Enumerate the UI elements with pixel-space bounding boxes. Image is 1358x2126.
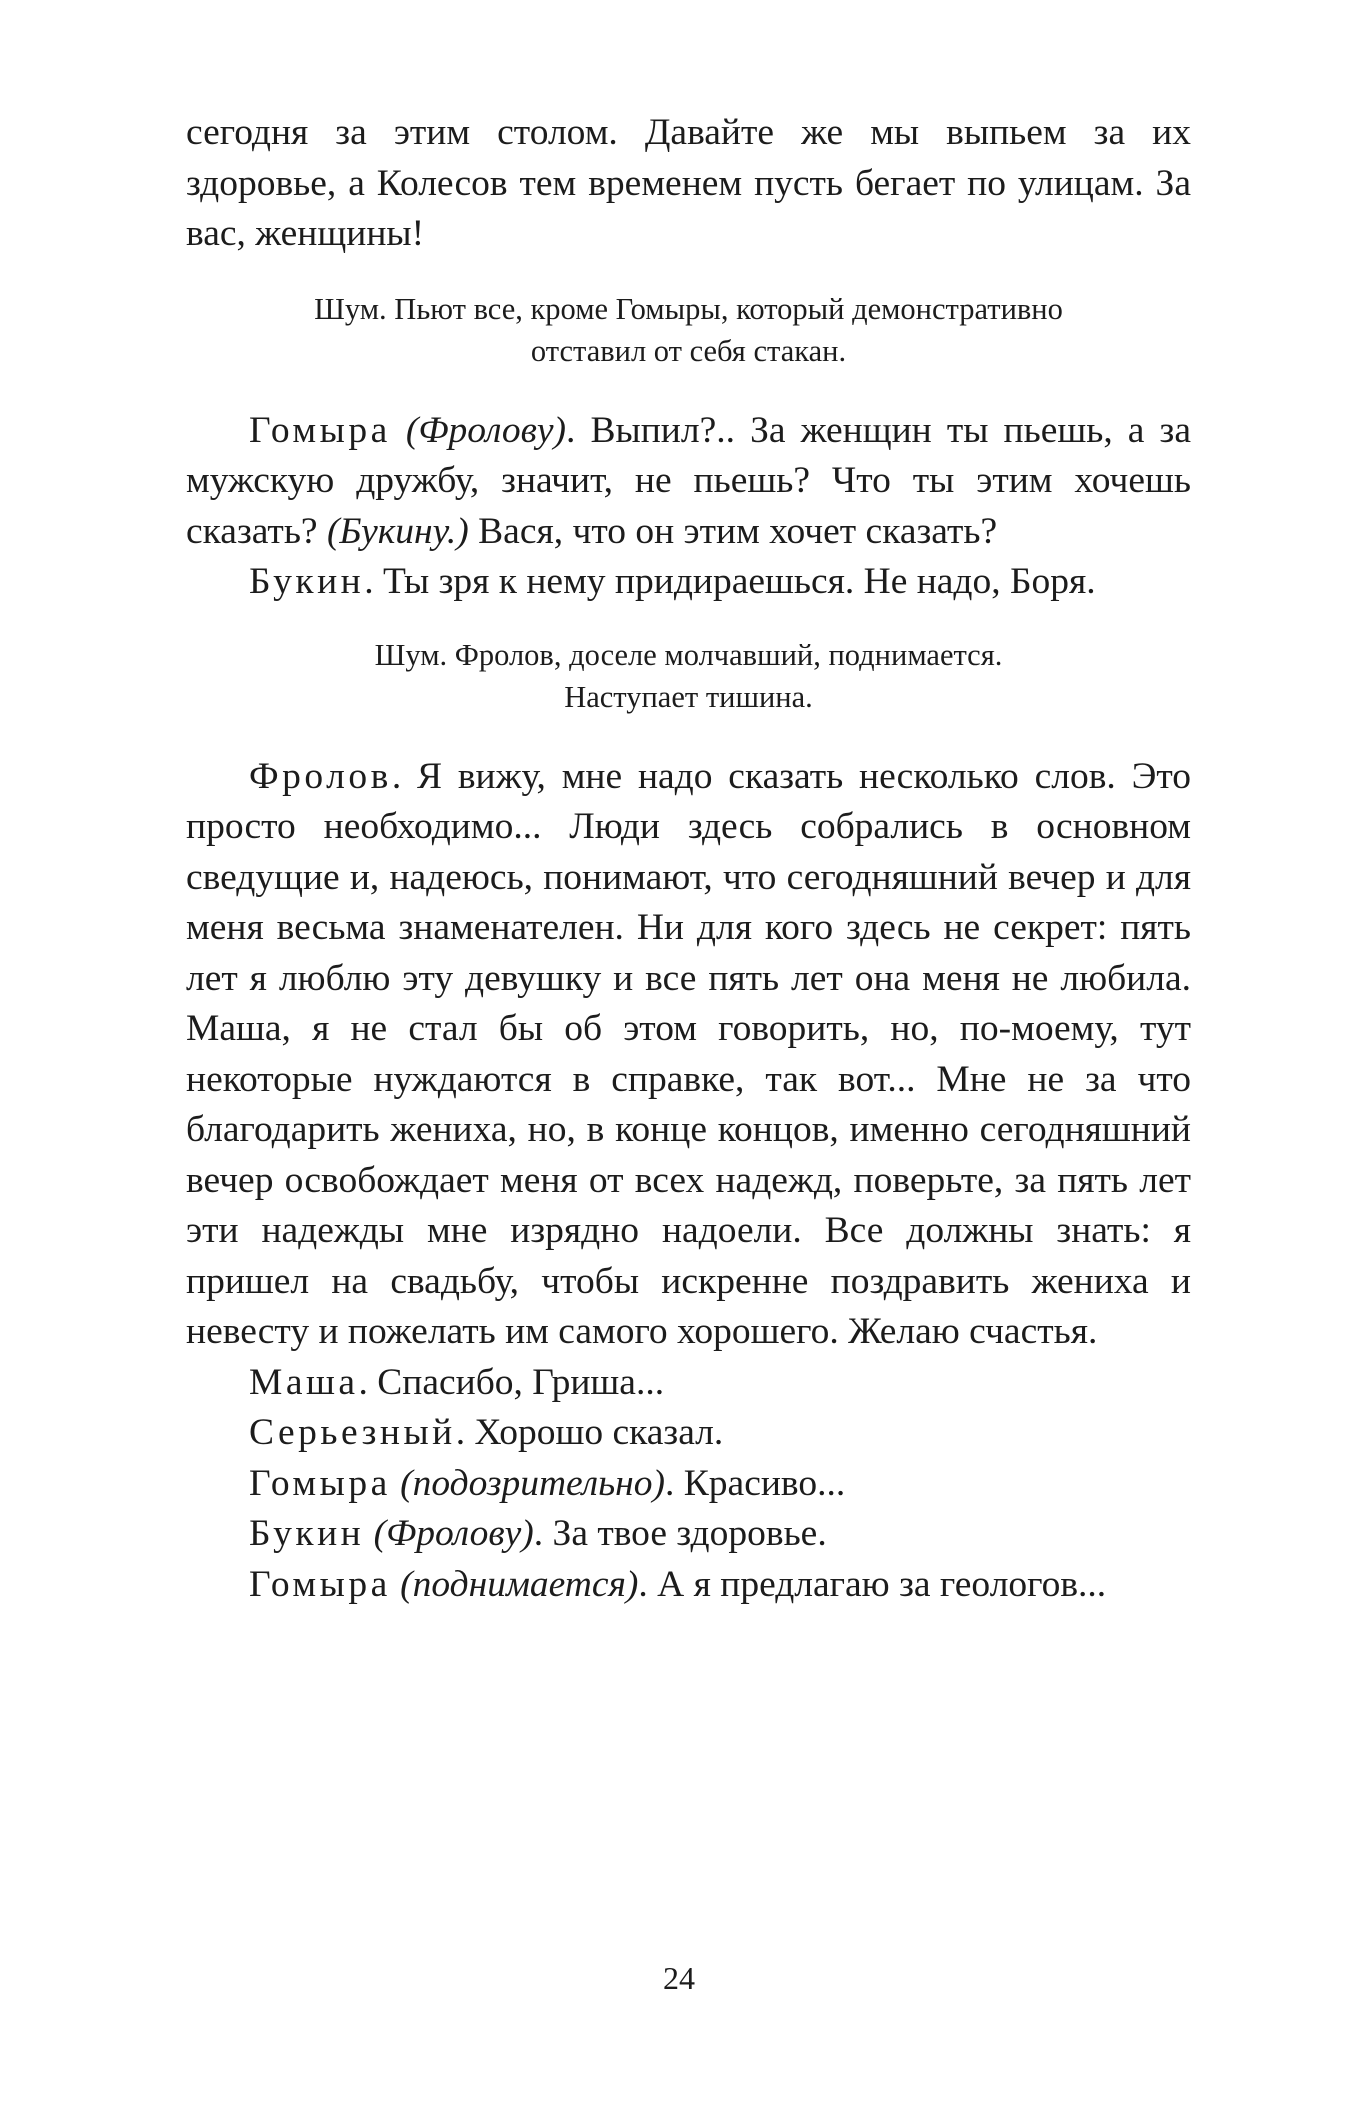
speech-text: Вася, что он этим хочет сказать? bbox=[468, 510, 998, 552]
page-number: 24 bbox=[663, 1960, 695, 1996]
speaker-name: Букин bbox=[249, 561, 365, 602]
speaker-name: Гомыра bbox=[249, 1462, 391, 1504]
speech-masha bbox=[186, 1358, 1191, 1409]
speech-text: . За твое здоровье. bbox=[533, 1513, 827, 1554]
speaker-name: Гомыра bbox=[249, 1563, 391, 1605]
speech-bukin-2 bbox=[186, 1509, 1191, 1560]
stage-remark: (Букину.) bbox=[326, 510, 469, 552]
stage-direction-1 bbox=[186, 288, 1191, 372]
speech-text: . Хорошо сказал. bbox=[455, 1412, 724, 1453]
speaker-name: Маша bbox=[249, 1361, 359, 1403]
speech-frolov bbox=[186, 752, 1191, 1358]
speech-text: . А я предлагаю за геологов... bbox=[638, 1563, 1107, 1605]
speaker-name: Серьезный bbox=[249, 1412, 456, 1453]
speech-gomyra-1 bbox=[186, 406, 1191, 558]
speech-text: . Выпил?.. За женщин ты пьешь, а за мужскую дружбу, значит, не пьешь? Что ты этим хочешь сказать? bbox=[186, 409, 1191, 552]
speech-gomyra-2 bbox=[186, 1459, 1191, 1510]
stage-direction-2 bbox=[186, 634, 1191, 718]
stage-direction-line: Наступает тишина. bbox=[564, 679, 813, 714]
speaker-name: Фролов bbox=[249, 755, 392, 797]
speech-serezny bbox=[186, 1408, 1191, 1459]
paragraph-opening bbox=[186, 108, 1191, 260]
stage-remark: (подозрительно) bbox=[400, 1462, 666, 1504]
stage-direction-line: Шум. Фролов, доселе молчавший, поднимается. bbox=[374, 637, 1003, 672]
speech-gomyra-3 bbox=[186, 1560, 1191, 1611]
speaker-name: Гомыра bbox=[249, 409, 391, 451]
paragraph-text: сегодня за этим столом. Давайте же мы выпьем за их здоровье, а Колесов тем временем пусть бегает по улицам. За вас, женщины! bbox=[186, 112, 1191, 254]
page-body bbox=[186, 108, 1191, 1610]
stage-direction-line: Шум. Пьют все, кроме Гомыры, который демонстративно bbox=[314, 291, 1063, 326]
speech-text: . Ты зря к нему придираешься. Не надо, Боря. bbox=[364, 561, 1096, 602]
stage-direction-line: отставил от себя стакан. bbox=[530, 333, 847, 368]
speech-text: . Спасибо, Гриша... bbox=[358, 1361, 665, 1403]
stage-remark: (Фролову) bbox=[373, 1513, 534, 1554]
stage-remark: (Фролову) bbox=[405, 409, 567, 451]
stage-remark: (поднимается) bbox=[400, 1563, 639, 1605]
speech-text: . Я вижу, мне надо сказать несколько слов. Это просто необходимо... Люди здесь собрались в основном сведущие и, надеюсь, понимают, что сегодняшний вечер и для меня весьма знаменателен. Ни для кого здесь не секрет: пять лет я люблю эту девушку и все пять лет она меня не любила. Маша, я не стал бы об этом говорить, но, по-моему, тут некоторые нуждаются в справке, так вот... Мне не за что благодарить жениха, но, в конце концов, именно сегодняшний вечер освобождает меня от всех надежд, поверьте, за пять лет эти надежды мне изрядно надоели. Все должны знать: я пришел на свадьбу, чтобы искренне поздравить жениха и невесту и пожелать им самого хорошего. Желаю счастья. bbox=[186, 755, 1191, 1352]
speaker-name: Букин bbox=[249, 1513, 365, 1554]
speech-bukin-1 bbox=[186, 557, 1191, 608]
speech-text: . Красиво... bbox=[665, 1462, 846, 1504]
